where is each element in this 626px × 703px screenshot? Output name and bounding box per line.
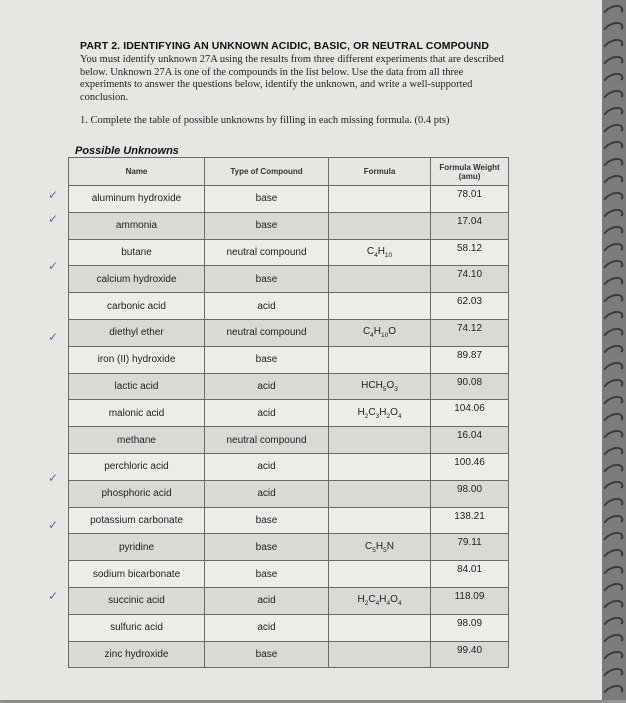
binding-coil [600,580,625,601]
formula-element: C [362,326,371,338]
compound-formula[interactable] [329,587,431,614]
compound-formula[interactable] [329,507,431,534]
compound-formula[interactable] [329,373,431,400]
formula-weight: 79.11 [431,534,509,561]
compound-type: acid [205,293,329,320]
compound-formula[interactable] [329,186,431,213]
formula-subscript: 10 [384,251,393,259]
formula-element: H [375,540,384,552]
section-heading: PART 2. IDENTIFYING AN UNKNOWN ACIDIC, BASIC, OR NEUTRAL COMPOUND [80,40,490,52]
binding-coil [600,359,625,380]
handwritten-check-mark: ✓ [48,471,59,486]
table-header-row [69,158,509,186]
compound-name: perchloric acid [69,453,205,480]
question-instruction: 1. Complete the table of possible unknowns by filling in each missing formula. (0.4 pts) [80,115,450,126]
binding-coil [600,546,625,567]
compound-name: sulfuric acid [69,614,205,641]
compound-formula[interactable] [329,641,431,668]
compound-type: base [205,534,329,561]
compound-type: base [205,266,329,293]
compound-type: neutral compound [205,239,329,266]
binding-coil [600,70,625,91]
compound-name: malonic acid [69,400,205,427]
table-row [69,346,509,373]
formula-weight: 138.21 [431,507,509,534]
formula-element: HC [361,379,376,391]
compound-name: pyridine [69,534,205,561]
formula-subscript: 3 [375,412,380,420]
formula-element: H [373,326,382,338]
table-row [69,239,509,266]
binding-coil [600,529,625,550]
compound-formula[interactable] [329,346,431,373]
formula-weight: 16.04 [431,427,509,454]
table-row [69,373,509,400]
formula-subscript: 5 [382,385,387,393]
table-row [69,534,509,561]
compound-type: neutral compound [205,319,329,346]
formula-subscript: 2 [364,600,369,608]
binding-coil [600,53,625,74]
compound-formula[interactable] [329,239,431,266]
formula-weight: 78.01 [431,186,509,213]
compound-formula[interactable] [329,212,431,239]
formula-weight: 62.03 [431,293,509,320]
formula-subscript: 10 [381,332,389,340]
binding-coil [600,240,625,261]
table-row [69,453,509,480]
table-row [69,507,509,534]
table-row [69,641,509,668]
compound-formula[interactable] [329,400,431,427]
handwritten-check-mark: ✓ [48,188,59,202]
binding-coil [600,478,625,499]
weight-column-header [431,158,509,186]
formula-element: O [390,594,398,606]
compound-name: aluminum hydroxide [69,186,205,213]
table-row [69,587,509,614]
handwritten-check-mark: ✓ [48,329,59,344]
binding-coil [600,393,625,414]
unknowns-table [68,157,509,668]
compound-name: carbonic acid [69,293,205,320]
compound-name: zinc hydroxide [69,641,205,668]
compound-name: ammonia [69,212,205,239]
binding-coil [600,172,625,193]
table-row [69,293,509,320]
compound-type: base [205,212,329,239]
formula-element: H [379,594,387,606]
compound-type: base [205,186,329,213]
formula-subscript: 4 [386,600,391,608]
compound-formula[interactable] [329,427,431,454]
binding-coil [600,19,625,40]
formula-element: O [390,406,398,418]
binding-coil [600,206,625,227]
formula-weight: 98.00 [431,480,509,507]
intro-paragraph: You must identify unknown 27A using the results from three different experiments that are described below. Unknown 27A is one of the compounds in the list below. Use the data from all three experiments to answer the questions below, identify the unknown, and write a well-supported conclusion. [80,54,504,103]
compound-type: base [205,561,329,588]
table-row [69,319,509,346]
formula-subscript: 4 [375,600,380,608]
compound-name: phosphoric acid [69,480,205,507]
compound-name: butane [69,239,205,266]
formula-subscript: 2 [386,412,391,420]
binding-coil [600,563,625,584]
formula-weight: 74.10 [431,266,509,293]
compound-name: lactic acid [69,373,205,400]
formula-subscript: 4 [397,412,402,420]
binding-coil [600,223,625,244]
formula-weight: 90.08 [431,373,509,400]
binding-coil [600,614,625,635]
compound-type: base [205,346,329,373]
table-row [69,480,509,507]
table-row [69,427,509,454]
binding-coil [600,512,625,533]
formula-weight: 74.12 [431,319,509,346]
table-row [69,614,509,641]
formula-weight: 99.40 [431,641,509,668]
formula-element: H [375,379,383,391]
formula-element: N [386,540,394,552]
compound-formula[interactable] [329,293,431,320]
compound-type: neutral compound [205,427,329,454]
formula-subscript: 5 [372,546,376,554]
compound-type: acid [205,453,329,480]
formula-element: H [377,245,385,257]
table-row [69,561,509,588]
handwritten-check-mark: ✓ [48,518,59,533]
formula-weight: 58.12 [431,239,509,266]
compound-type: acid [205,373,329,400]
formula-element: H [379,406,387,418]
formula-weight: 98.09 [431,614,509,641]
compound-formula[interactable] [329,614,431,641]
binding-coil [600,257,625,278]
binding-coil [600,410,625,431]
spiral-binding [602,0,626,700]
formula-subscript: 3 [394,385,398,393]
binding-coil [600,376,625,397]
formula-element: C [368,594,376,606]
weight-header-line2: (amu) [458,171,481,181]
compound-name: calcium hydroxide [69,266,205,293]
compound-formula[interactable] [329,266,431,293]
table-row [69,266,509,293]
formula-element: C [365,540,373,552]
handwritten-check-mark: ✓ [48,258,59,273]
table-row [69,186,509,213]
compound-type: acid [205,400,329,427]
name-column-header: Name [69,158,205,186]
compound-formula[interactable] [329,561,431,588]
binding-coil [600,308,625,329]
binding-coil [600,87,625,108]
handwritten-check-mark: ✓ [48,589,59,604]
compound-name: sodium bicarbonate [69,561,205,588]
binding-coil [600,325,625,346]
formula-element: H [357,406,365,418]
binding-coil [600,36,625,57]
type-column-header: Type of Compound [205,158,329,186]
formula-weight: 100.46 [431,453,509,480]
binding-coil [600,121,625,142]
compound-name: succinic acid [69,587,205,614]
binding-coil [600,631,625,652]
compound-type: acid [205,614,329,641]
formula-subscript: 4 [397,600,402,608]
formula-weight: 84.01 [431,561,509,588]
compound-type: acid [205,587,329,614]
binding-coil [600,495,625,516]
formula-element: C [368,406,376,418]
compound-formula[interactable] [329,319,431,346]
binding-coil [600,274,625,295]
formula-element: O [388,326,397,338]
compound-type: acid [205,480,329,507]
binding-coil [600,444,625,465]
binding-coil [600,427,625,448]
formula-element: O [386,379,395,391]
handwritten-check-mark: ✓ [48,211,59,226]
compound-name: diethyl ether [69,319,205,346]
formula-subscript: 4 [374,251,378,259]
formula-weight: 104.06 [431,400,509,427]
formula-column-header: Formula [329,158,431,186]
table-row [69,400,509,427]
compound-type: base [205,507,329,534]
formula-weight: 89.87 [431,346,509,373]
binding-coil [600,155,625,176]
compound-name: iron (II) hydroxide [69,346,205,373]
compound-type: base [205,641,329,668]
binding-coil [600,342,625,363]
binding-coil [600,189,625,210]
formula-element: H [357,594,365,606]
binding-coil [600,104,625,125]
binding-coil [600,648,625,669]
compound-name: potassium carbonate [69,507,205,534]
formula-weight: 118.09 [431,587,509,614]
binding-coil [600,138,625,159]
compound-name: methane [69,427,205,454]
formula-element: C [366,245,375,257]
binding-coil [600,291,625,312]
binding-coil [600,665,625,686]
binding-coil [600,597,625,618]
compound-formula[interactable] [329,453,431,480]
table-title: Possible Unknowns [75,145,179,157]
formula-weight: 17.04 [431,212,509,239]
binding-coil [600,461,625,482]
compound-formula[interactable] [329,480,431,507]
table-row [69,212,509,239]
binding-coil [600,2,625,23]
compound-formula[interactable] [329,534,431,561]
formula-subscript: 5 [383,546,387,554]
formula-subscript: 4 [370,332,374,340]
weight-header-line1: Formula Weight [439,162,500,172]
formula-subscript: 2 [364,412,369,420]
